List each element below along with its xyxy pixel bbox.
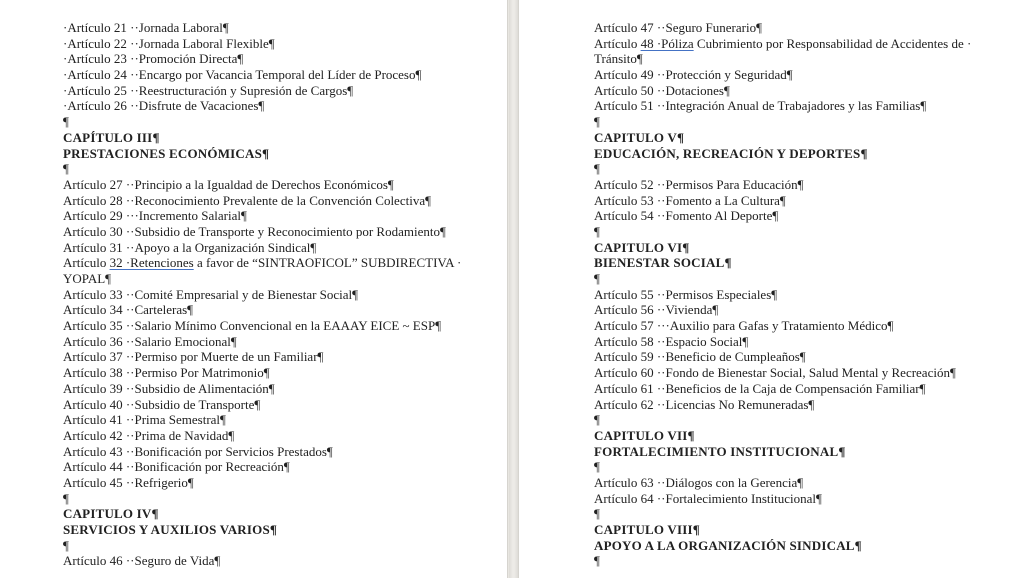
text-run: Artículo 56 ··Vivienda¶ [594, 302, 719, 318]
document-line[interactable] [594, 67, 1004, 83]
document-line[interactable] [63, 553, 477, 569]
heading-line[interactable] [594, 146, 1004, 162]
heading-line[interactable] [63, 130, 477, 146]
document-line[interactable] [63, 428, 477, 444]
text-run: CAPITULO VII¶ [594, 427, 695, 443]
document-line[interactable] [594, 475, 1004, 491]
document-line[interactable] [63, 271, 477, 287]
document-line[interactable] [594, 83, 1004, 99]
document-line[interactable] [594, 36, 1004, 52]
text-run: ¶ [594, 553, 600, 569]
document-line[interactable] [63, 208, 477, 224]
text-run: ¶ [594, 459, 600, 475]
text-run: CAPITULO VI¶ [594, 239, 690, 255]
document-line[interactable] [594, 114, 1004, 130]
text-run: Artículo 28 ··Reconocimiento Prevalente de la Convención Colectiva¶ [63, 192, 431, 208]
document-line[interactable] [63, 240, 477, 256]
text-run: Artículo 41 ··Prima Semestral¶ [63, 412, 226, 428]
heading-line[interactable] [63, 506, 477, 522]
text-run: ¶ [63, 161, 69, 177]
text-run: Artículo 59 ··Beneficio de Cumpleaños¶ [594, 349, 806, 365]
text-run: Artículo 53 ··Fomento a La Cultura¶ [594, 192, 786, 208]
text-run: YOPAL¶ [63, 271, 112, 286]
text-run: Artículo 42 ··Prima de Navidad¶ [63, 427, 235, 443]
text-run: Artículo 37 ··Permiso por Muerte de un Familiar¶ [63, 349, 324, 365]
text-run: a favor de “SINTRAOFICOL” SUBDIRECTIVA · [193, 255, 462, 271]
text-run: SERVICIOS Y AUXILIOS VARIOS¶ [63, 522, 278, 537]
text-run: CAPITULO IV¶ [63, 506, 159, 522]
page-1[interactable] [0, 0, 508, 578]
document-line[interactable] [594, 553, 1004, 569]
text-run: Artículo 60 ··Fondo de Bienestar Social, Salud Mental y Recreación¶ [594, 365, 956, 381]
text-run: Tránsito¶ [594, 51, 643, 67]
document-line[interactable] [63, 67, 477, 83]
text-run: ·Artículo 22 ··Jornada Laboral Flexible¶ [63, 35, 275, 51]
text-run: Artículo 54 ··Fomento Al Deporte¶ [594, 208, 779, 224]
text-run: Artículo 47 ··Seguro Funerario¶ [594, 20, 762, 35]
document-line[interactable] [63, 491, 477, 507]
text-run: Artículo 40 ··Subsidio de Transporte¶ [63, 396, 261, 412]
text-run: ¶ [63, 490, 69, 506]
document-line[interactable] [63, 83, 477, 99]
document-line[interactable] [63, 349, 477, 365]
text-run: Artículo 29 ···Incremento Salarial¶ [63, 208, 247, 224]
text-run: Artículo 64 ··Fortalecimiento Institucional¶ [594, 490, 822, 506]
text-run: ·Artículo 21 ··Jornada Laboral¶ [63, 20, 229, 35]
text-run: BIENESTAR SOCIAL¶ [594, 255, 732, 271]
text-run: Artículo 31 ··Apoyo a la Organización Sindical¶ [63, 239, 317, 255]
document-line[interactable] [63, 334, 477, 350]
text-run: CAPÍTULO III¶ [63, 129, 160, 145]
document-line[interactable] [63, 98, 477, 114]
text-run: Artículo 38 ··Permiso Por Matrimonio¶ [63, 365, 270, 381]
document-line[interactable] [63, 114, 477, 130]
document-line[interactable] [63, 538, 477, 554]
heading-line[interactable] [594, 130, 1004, 146]
heading-line[interactable] [594, 538, 1004, 554]
document-line[interactable] [63, 36, 477, 52]
text-run: Artículo 57 ···Auxilio para Gafas y Tratamiento Médico¶ [594, 318, 894, 334]
document-line[interactable] [594, 412, 1004, 428]
text-run: ¶ [594, 161, 600, 177]
text-run: ·Artículo 24 ··Encargo por Vacancia Temporal del Líder de Proceso¶ [63, 67, 422, 83]
document-line[interactable] [594, 302, 1004, 318]
document-line[interactable] [594, 491, 1004, 507]
document-line[interactable] [594, 334, 1004, 350]
text-run: Artículo 46 ··Seguro de Vida¶ [63, 553, 221, 569]
document-line[interactable] [594, 459, 1004, 475]
tracked-change-insertion: 32 ·Retenciones [109, 255, 194, 271]
document-line[interactable] [594, 381, 1004, 397]
document-line[interactable] [594, 349, 1004, 365]
text-run: EDUCACIÓN, RECREACIÓN Y DEPORTES¶ [594, 145, 868, 161]
text-run: Cubrimiento por Responsabilidad de Accidentes de · [693, 35, 972, 51]
text-run: FORTALECIMIENTO INSTITUCIONAL¶ [594, 443, 846, 459]
document-line[interactable] [594, 506, 1004, 522]
document-line[interactable] [63, 20, 477, 36]
text-run: ¶ [594, 223, 600, 239]
text-run: ¶ [594, 412, 600, 428]
document-line[interactable] [63, 255, 477, 271]
text-run: ¶ [594, 271, 600, 286]
document-line[interactable] [594, 365, 1004, 381]
text-run: Artículo 30 ··Subsidio de Transporte y Reconocimiento por Rodamiento¶ [63, 223, 446, 239]
text-run: Artículo 27 ··Principio a la Igualdad de Derechos Económicos¶ [63, 176, 394, 192]
text-run: ¶ [594, 114, 600, 130]
document-line[interactable] [594, 208, 1004, 224]
heading-line[interactable] [63, 522, 477, 538]
document-line[interactable] [63, 397, 477, 413]
text-run: Artículo 36 ··Salario Emocional¶ [63, 333, 237, 349]
document-line[interactable] [63, 51, 477, 67]
document-line[interactable] [594, 224, 1004, 240]
document-line[interactable] [63, 177, 477, 193]
text-run: Artículo 52 ··Permisos Para Educación¶ [594, 176, 804, 192]
text-run: Artículo 50 ··Dotaciones¶ [594, 82, 730, 98]
text-run: Artículo 61 ··Beneficios de la Caja de Compensación Familiar¶ [594, 380, 926, 396]
document-line[interactable] [63, 302, 477, 318]
text-run: ¶ [594, 506, 600, 522]
document-line[interactable] [63, 161, 477, 177]
heading-line[interactable] [594, 522, 1004, 538]
text-run: CAPITULO VIII¶ [594, 522, 701, 537]
text-run: Artículo 55 ··Permisos Especiales¶ [594, 286, 778, 302]
heading-line[interactable] [594, 444, 1004, 460]
text-run: ·Artículo 25 ··Reestructuración y Supresión de Cargos¶ [63, 82, 354, 98]
document-line[interactable] [594, 161, 1004, 177]
document-line[interactable] [594, 287, 1004, 303]
text-run: Artículo 34 ··Carteleras¶ [63, 302, 194, 318]
document-line[interactable] [594, 98, 1004, 114]
document-line[interactable] [63, 365, 477, 381]
text-run: Artículo 62 ··Licencias No Remuneradas¶ [594, 396, 815, 412]
text-run: Artículo 35 ··Salario Mínimo Convencional en la EAAAY EICE ~ ESP¶ [63, 318, 442, 334]
page-2[interactable] [518, 0, 1024, 578]
text-run: Artículo [594, 35, 641, 51]
text-run: ·Artículo 26 ··Disfrute de Vacaciones¶ [63, 98, 265, 114]
document-line[interactable] [594, 20, 1004, 36]
text-run: CAPITULO V¶ [594, 129, 685, 145]
document-line[interactable] [63, 287, 477, 303]
page-gap [509, 0, 518, 578]
text-run: Artículo 33 ··Comité Empresarial y de Bienestar Social¶ [63, 286, 359, 302]
document-line[interactable] [594, 271, 1004, 287]
document-line[interactable] [63, 224, 477, 240]
document-line[interactable] [594, 397, 1004, 413]
text-run: Artículo 51 ··Integración Anual de Trabajadores y las Familias¶ [594, 98, 927, 114]
text-run: ¶ [63, 537, 69, 553]
text-run: Artículo 39 ··Subsidio de Alimentación¶ [63, 380, 275, 396]
document-line[interactable] [63, 318, 477, 334]
tracked-change-insertion: 48 ·Póliza [640, 35, 694, 51]
text-run: Artículo [63, 255, 110, 271]
text-run: ¶ [63, 114, 69, 130]
text-run: PRESTACIONES ECONÓMICAS¶ [63, 145, 270, 161]
document-line[interactable] [63, 381, 477, 397]
text-run: Artículo 63 ··Diálogos con la Gerencia¶ [594, 474, 804, 490]
heading-line[interactable] [63, 146, 477, 162]
document-line[interactable] [63, 444, 477, 460]
text-run: ·Artículo 23 ··Promoción Directa¶ [63, 51, 244, 67]
text-run: Artículo 44 ··Bonificación por Recreación¶ [63, 459, 290, 475]
document-line[interactable] [594, 51, 1004, 67]
text-run: Artículo 58 ··Espacio Social¶ [594, 333, 749, 349]
text-run: Artículo 43 ··Bonificación por Servicios Prestados¶ [63, 443, 333, 459]
document-line[interactable] [594, 177, 1004, 193]
text-run: Artículo 45 ··Refrigerio¶ [63, 474, 194, 490]
heading-line[interactable] [594, 240, 1004, 256]
document-line[interactable] [63, 475, 477, 491]
heading-line[interactable] [594, 255, 1004, 271]
heading-line[interactable] [594, 428, 1004, 444]
document-line[interactable] [594, 193, 1004, 209]
text-run: Artículo 49 ··Protección y Seguridad¶ [594, 67, 793, 83]
document-line[interactable] [594, 318, 1004, 334]
document-line[interactable] [63, 412, 477, 428]
text-run: APOYO A LA ORGANIZACIÓN SINDICAL¶ [594, 537, 862, 553]
document-line[interactable] [63, 459, 477, 475]
document-line[interactable] [63, 193, 477, 209]
